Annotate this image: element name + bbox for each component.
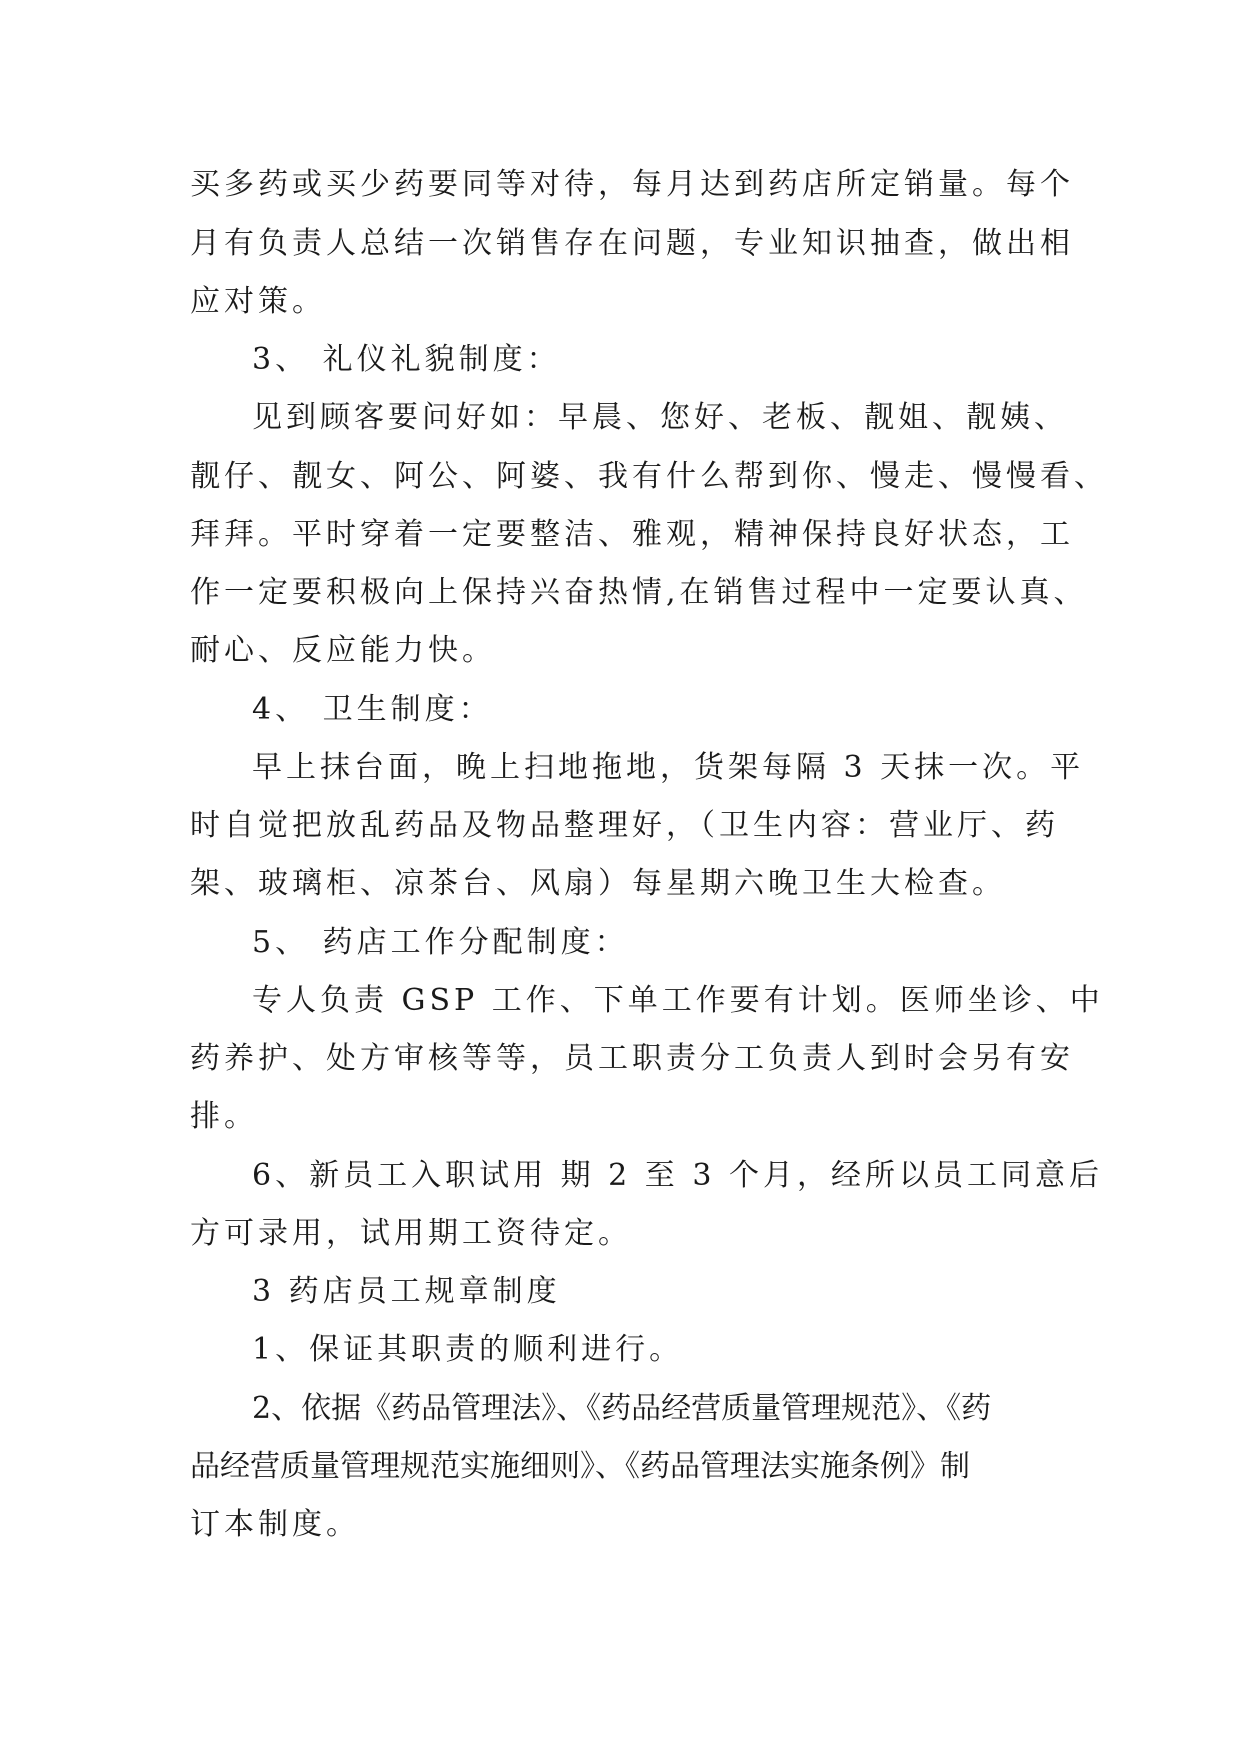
section-heading: 5、 药店工作分配制度： (252, 925, 629, 960)
paragraph-line: 见到顾客要问好如：早晨、您好、老板、靓姐、靓姨、 (252, 400, 1068, 435)
paragraph-line: 专人负责 GSP 工作、下单工作要有计划。医师坐诊、中 (252, 983, 1104, 1018)
paragraph-line: 架、玻璃柜、凉茶台、风扇）每星期六晚卫生大检查。 (190, 866, 1006, 901)
paragraph-line: 品经营质量管理规范实施细则》、《药品管理法实施条例》制 (190, 1449, 970, 1484)
paragraph-line: 6、新员工入职试用 期 2 至 3 个月，经所以员工同意后 (252, 1158, 1103, 1193)
paragraph-line: 作一定要积极向上保持兴奋热情,在销售过程中一定要认真、 (190, 575, 1088, 610)
section-heading: 4、 卫生制度： (252, 692, 493, 727)
section-heading: 3 药店员工规章制度 (252, 1274, 561, 1309)
paragraph-line: 早上抹台面，晚上扫地拖地，货架每隔 3 天抹一次。平 (252, 750, 1085, 785)
paragraph-line: 买多药或买少药要同等对待，每月达到药店所定销量。每个 (190, 167, 1074, 202)
paragraph-line: 方可录用，试用期工资待定。 (190, 1216, 632, 1251)
paragraph-line: 月有负责人总结一次销售存在问题，专业知识抽查，做出相 (190, 226, 1074, 261)
paragraph-line: 1、保证其职责的顺利进行。 (252, 1332, 684, 1367)
paragraph-line: 订本制度。 (190, 1507, 360, 1542)
paragraph-line: 排。 (190, 1099, 258, 1134)
section-heading: 3、 礼仪礼貌制度： (252, 342, 561, 377)
paragraph-line: 靓仔、靓女、阿公、阿婆、我有什么帮到你、慢走、慢慢看、 (190, 459, 1108, 494)
paragraph-line: 2、依据《药品管理法》、《药品经营质量管理规范》、《药 (252, 1391, 992, 1426)
paragraph-line: 拜拜。平时穿着一定要整洁、雅观，精神保持良好状态，工 (190, 517, 1074, 552)
paragraph-line: 耐心、反应能力快。 (190, 633, 496, 668)
paragraph-line: 药养护、处方审核等等，员工职责分工负责人到时会另有安 (190, 1041, 1074, 1076)
paragraph-line: 时自觉把放乱药品及物品整理好，（卫生内容：营业厅、药 (190, 808, 1059, 843)
paragraph-line: 应对策。 (190, 284, 326, 319)
